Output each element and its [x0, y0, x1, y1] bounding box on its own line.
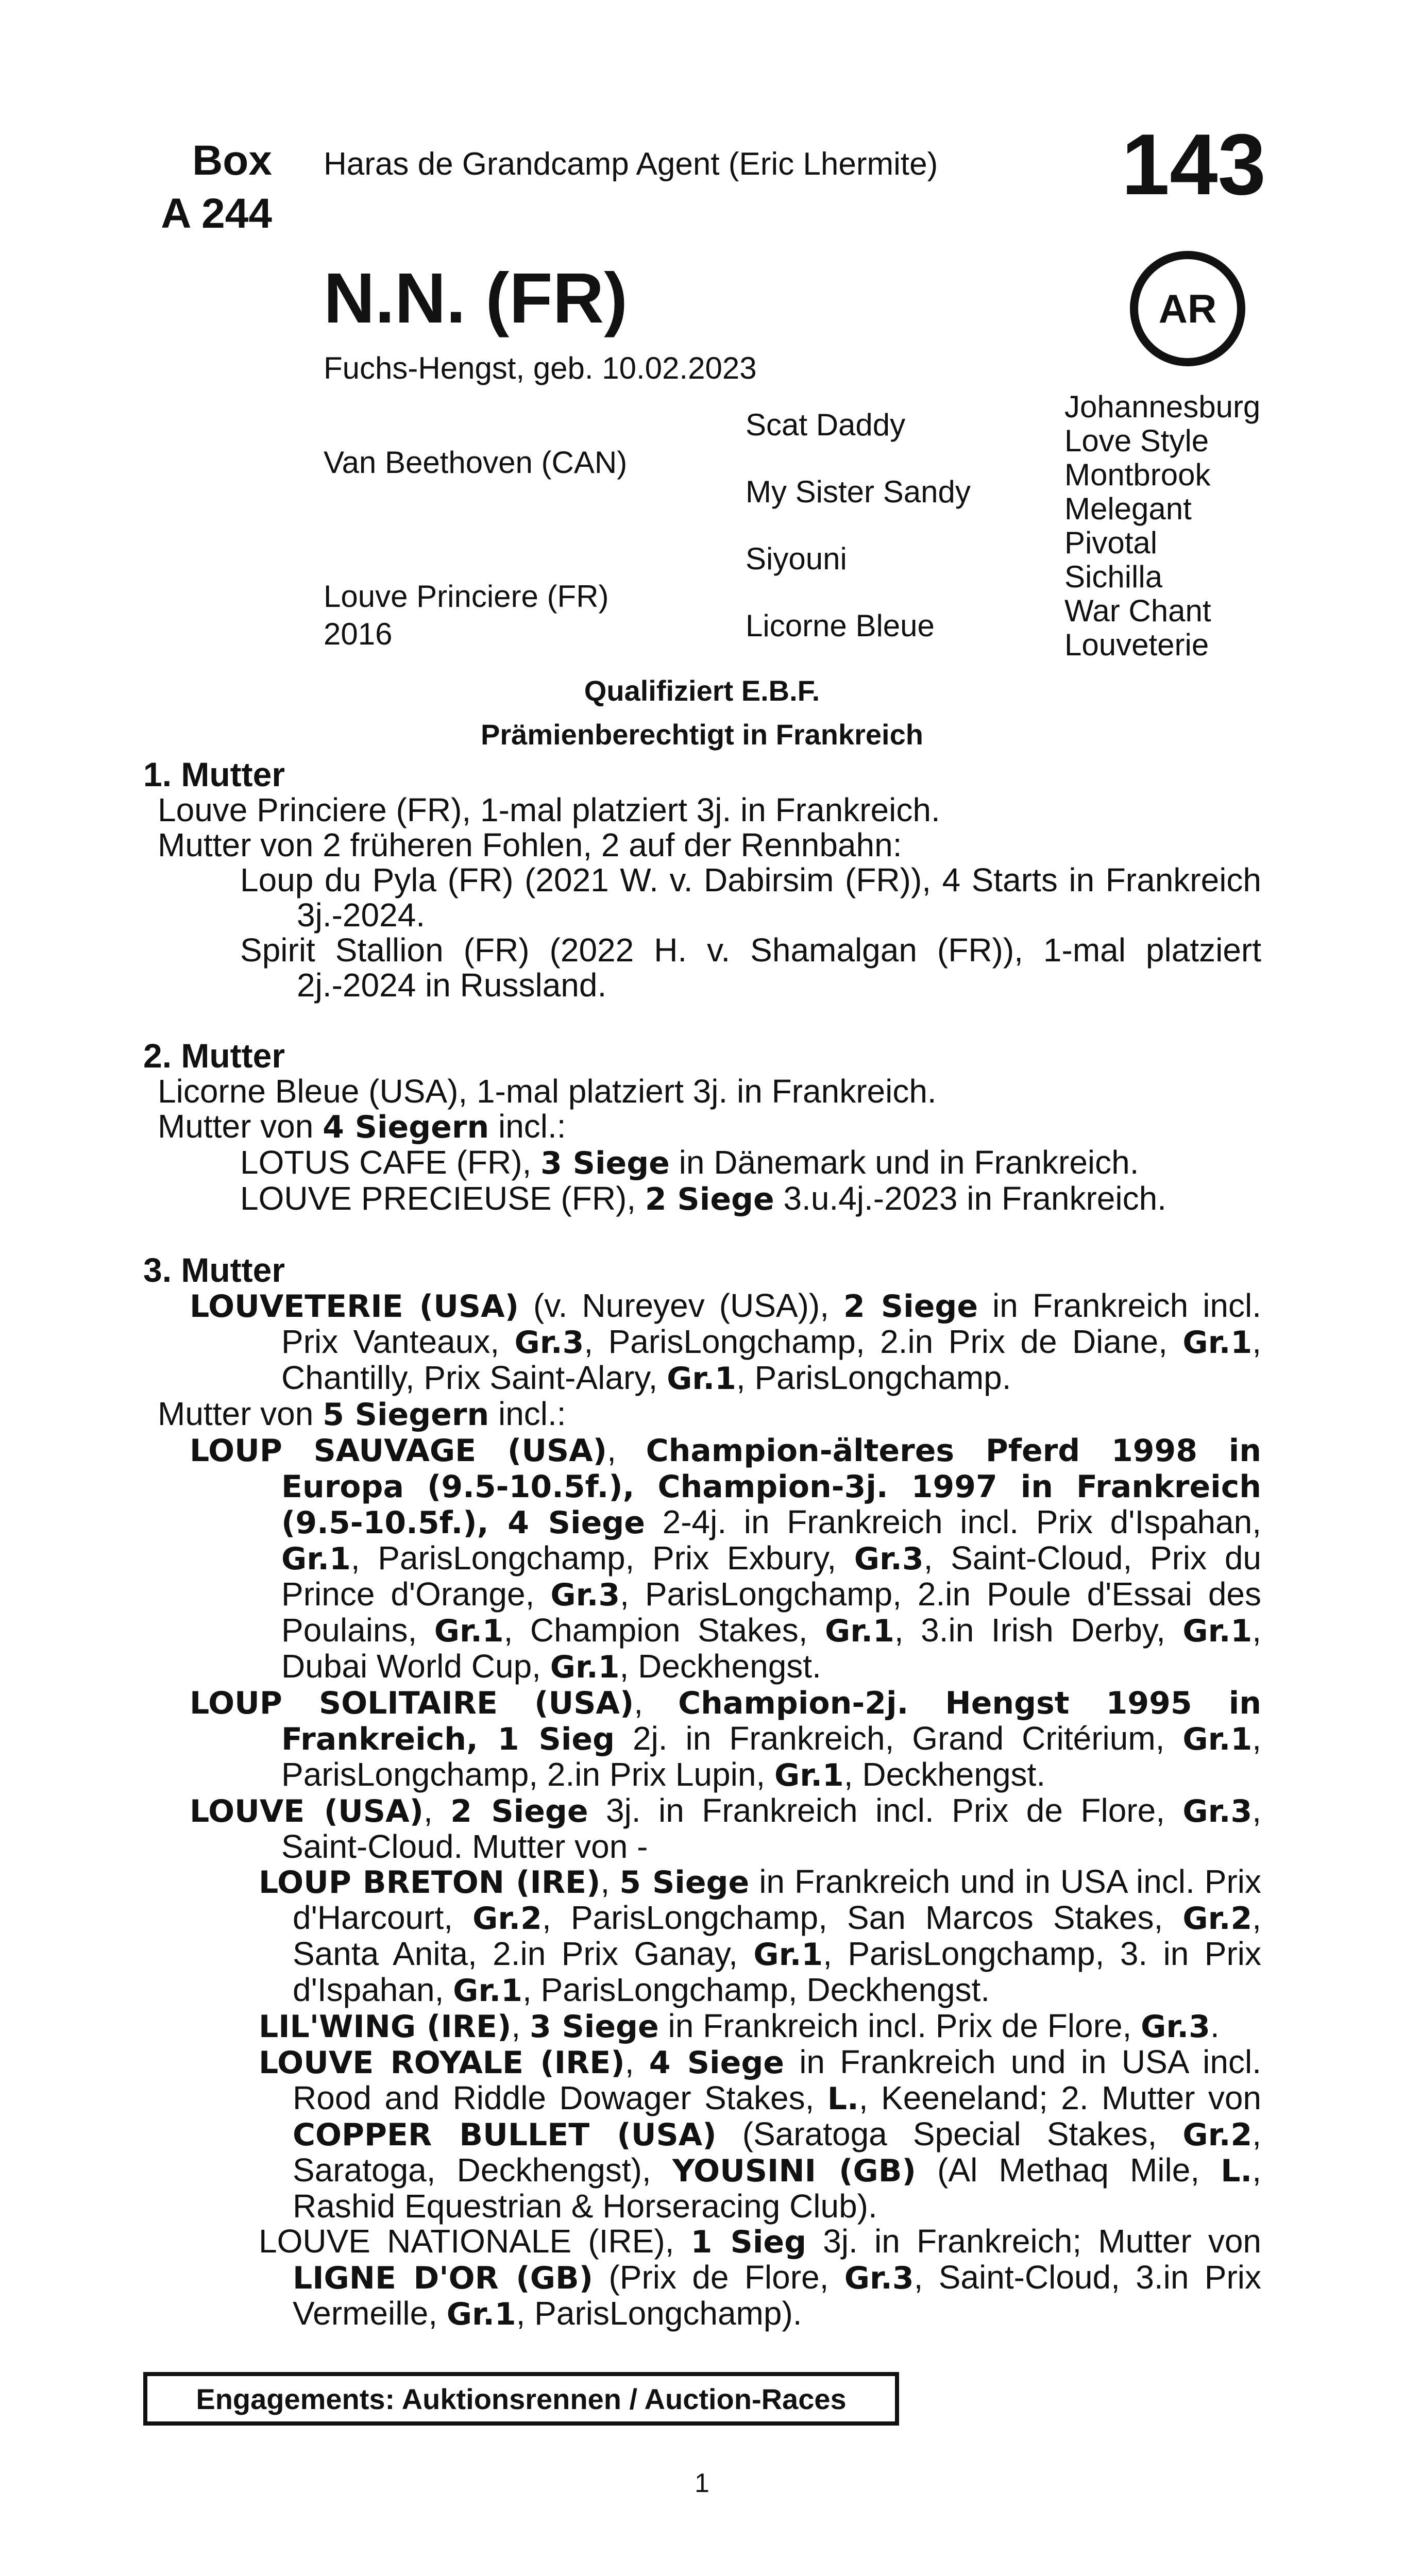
qualification-ebf: Qualifiziert E.B.F.: [584, 674, 820, 707]
pedigree-sire: Van Beethoven (CAN): [324, 445, 628, 480]
pedigree-gp-2: My Sister Sandy: [746, 474, 971, 509]
pedigree-ggp-1: Johannesburg: [1064, 389, 1261, 424]
pedigree-dam-year: 2016: [324, 617, 393, 651]
pedigree-ggp-8: Louveterie: [1064, 628, 1209, 662]
pedigree-gp-1: Scat Daddy: [746, 408, 906, 442]
pedigree-dam: Louve Princiere (FR): [324, 579, 609, 614]
pedigree-gp-4: Licorne Bleue: [746, 608, 935, 643]
lot-number: 143: [1121, 116, 1266, 213]
pedigree-ggp-2: Love Style: [1064, 423, 1209, 458]
ar-badge: [1130, 251, 1245, 366]
pedigree-ggp-5: Pivotal: [1064, 526, 1158, 560]
dam-lines: [143, 756, 1261, 2332]
m3-louve: LOUVE (USA), 2 Siege 3j. in Frankreich incl. Prix de Flore, Gr.3, Saint-Cloud. Mutter von -: [190, 1792, 1262, 1865]
m2-line-1: Licorne Bleue (USA), 1-mal platziert 3j. in Frankreich.: [158, 1073, 937, 1110]
m3-louve-royale: LOUVE ROYALE (IRE), 4 Siege in Frankreich und in USA incl. Rood and Riddle Dowager Stakes, L., Keeneland; 2. Mutter von COPPER BULLET (USA) (Saratoga Special Stakes, Gr.2, Saratoga, Deckhengst), YOUSINI (GB) (Al Methaq Mile, L., Rashid Equestrian & Horseracing Club).: [259, 2043, 1262, 2225]
pedigree-ggp-6: Sichilla: [1064, 560, 1163, 594]
m3-mother-of: Mutter von 5 Siegern incl.:: [158, 1395, 566, 1433]
pedigree-ggp-3: Montbrook: [1064, 457, 1211, 492]
m2-line-2: Mutter von 4 Siegern incl.:: [158, 1108, 566, 1145]
qualification-premium: Prämienberechtigt in Frankreich: [481, 718, 923, 751]
horse-description: Fuchs-Hengst, geb. 10.02.2023: [324, 351, 757, 385]
box-number: A 244: [161, 190, 272, 237]
m1-foal-1: Loup du Pyla (FR) (2021 W. v. Dabirsim (FR)), 4 Starts in Frankreich 3j.-2024.: [240, 861, 1261, 934]
m3-lil-wing: LIL'WING (IRE), 3 Siege in Frankreich incl. Prix de Flore, Gr.3.: [259, 2007, 1220, 2045]
m3-louveterie: LOUVETERIE (USA) (v. Nureyev (USA)), 2 Siege in Frankreich incl. Prix Vanteaux, Gr.3, ParisLongchamp, 2.in Prix de Diane, Gr.1, Chantilly, Prix Saint-Alary, Gr.1, ParisLongchamp.: [190, 1287, 1262, 1397]
section-title-mutter-3: 3. Mutter: [143, 1251, 285, 1289]
section-title-mutter-2: 2. Mutter: [143, 1037, 285, 1075]
m3-loup-breton: LOUP BRETON (IRE), 5 Siege in Frankreich und in USA incl. Prix d'Harcourt, Gr.2, ParisLongchamp, San Marcos Stakes, Gr.2, Santa Anita, 2.in Prix Ganay, Gr.1, ParisLongchamp, 3. in Prix d'Ispahan, Gr.1, ParisLongchamp, Deckhengst.: [259, 1863, 1262, 2009]
pedigree-ggp-7: War Chant: [1064, 594, 1211, 628]
pedigree-gp-3: Siyouni: [746, 541, 847, 576]
m1-foal-2: Spirit Stallion (FR) (2022 H. v. Shamalgan (FR)), 1-mal platziert 2j.-2024 in Russland.: [240, 931, 1261, 1004]
section-title-mutter-1: 1. Mutter: [143, 755, 285, 793]
m3-loup-solitaire: LOUP SOLITAIRE (USA), Champion-2j. Hengst 1995 in Frankreich, 1 Sieg 2j. in Frankreich, Grand Critérium, Gr.1, ParisLongchamp, 2.in Prix Lupin, Gr.1, Deckhengst.: [190, 1684, 1262, 1793]
m3-loup-sauvage: LOUP SAUVAGE (USA), Champion-älteres Pferd 1998 in Europa (9.5-10.5f.), Champion-3j. 1997 in Frankreich (9.5-10.5f.), 4 Siege 2-4j. in Frankreich incl. Prix d'Ispahan, Gr.1, ParisLongchamp, Prix Exbury, Gr.3, Saint-Cloud, Prix du Prince d'Orange, Gr.3, ParisLongchamp, 2.in Poule d'Essai des Poulains, Gr.1, Champion Stakes, Gr.1, 3.in Irish Derby, Gr.1, Dubai World Cup, Gr.1, Deckhengst.: [190, 1431, 1262, 1685]
engagements-box: [143, 2372, 899, 2426]
pedigree-ggp-4: Melegant: [1064, 492, 1192, 526]
horse-name: N.N. (FR): [324, 259, 628, 338]
m3-louve-nationale: LOUVE NATIONALE (IRE), 1 Sieg 3j. in Frankreich; Mutter von LIGNE D'OR (GB) (Prix de Flore, Gr.3, Saint-Cloud, 3.in Prix Vermeille, Gr.1, ParisLongchamp).: [259, 2223, 1262, 2332]
m1-line-2: Mutter von 2 früheren Fohlen, 2 auf der Rennbahn:: [158, 826, 902, 863]
ar-badge-text: AR: [1158, 285, 1217, 331]
box-label: Box: [192, 137, 272, 184]
consignor: Haras de Grandcamp Agent (Eric Lhermite): [324, 146, 938, 182]
engagements-text: Engagements: Auktionsrennen / Auction-Races: [196, 2382, 847, 2415]
m2-winner-2: LOUVE PRECIEUSE (FR), 2 Siege 3.u.4j.-2023 in Frankreich.: [240, 1180, 1166, 1217]
m1-line-1: Louve Princiere (FR), 1-mal platziert 3j. in Frankreich.: [158, 791, 940, 828]
page-number: 1: [695, 2468, 709, 2498]
m2-winner-1: LOTUS CAFE (FR), 3 Siege in Dänemark und in Frankreich.: [240, 1144, 1139, 1181]
